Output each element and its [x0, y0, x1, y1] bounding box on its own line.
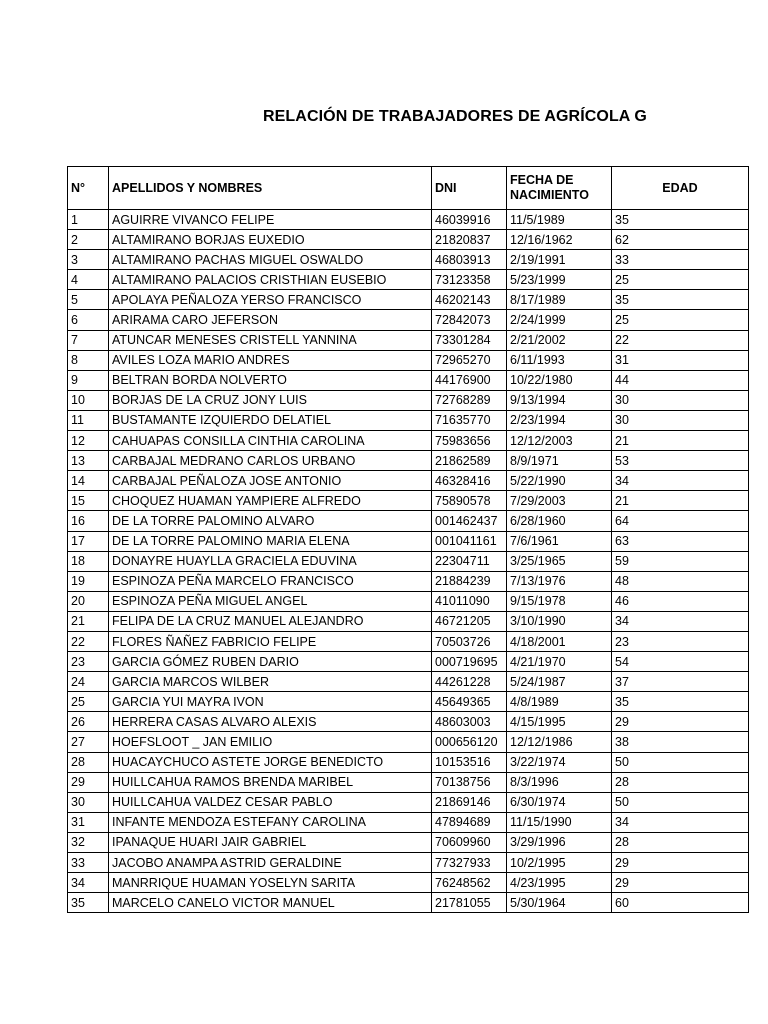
row-number: 1 [68, 210, 109, 230]
age-cell: 54 [612, 652, 749, 672]
header-birth-date: FECHA DE NACIMIENTO [507, 167, 612, 210]
age-cell: 25 [612, 310, 749, 330]
birth-date-cell: 9/15/1978 [507, 591, 612, 611]
row-number: 19 [68, 571, 109, 591]
age-cell: 34 [612, 471, 749, 491]
row-number: 24 [68, 672, 109, 692]
dni-cell: 21869146 [432, 792, 507, 812]
dni-cell: 45649365 [432, 692, 507, 712]
full-name-cell: INFANTE MENDOZA ESTEFANY CAROLINA [109, 812, 432, 832]
row-number: 33 [68, 853, 109, 873]
workers-table [67, 166, 749, 913]
dni-cell: 48603003 [432, 712, 507, 732]
birth-date-cell: 4/21/1970 [507, 652, 612, 672]
birth-date-cell: 4/8/1989 [507, 692, 612, 712]
row-number: 32 [68, 832, 109, 852]
birth-date-cell: 3/10/1990 [507, 611, 612, 631]
birth-date-cell: 11/5/1989 [507, 210, 612, 230]
table-row [68, 390, 749, 410]
table-row [68, 370, 749, 390]
birth-date-cell: 12/16/1962 [507, 230, 612, 250]
row-number: 21 [68, 611, 109, 631]
age-cell: 46 [612, 591, 749, 611]
full-name-cell: DE LA TORRE PALOMINO MARIA ELENA [109, 531, 432, 551]
header-full-name: APELLIDOS Y NOMBRES [109, 167, 432, 210]
age-cell: 29 [612, 853, 749, 873]
table-row [68, 631, 749, 651]
age-cell: 44 [612, 370, 749, 390]
birth-date-cell: 12/12/2003 [507, 431, 612, 451]
full-name-cell: HUILLCAHUA VALDEZ CESAR PABLO [109, 792, 432, 812]
table-row [68, 893, 749, 913]
row-number: 13 [68, 451, 109, 471]
full-name-cell: ATUNCAR MENESES CRISTELL YANNINA [109, 330, 432, 350]
age-cell: 29 [612, 873, 749, 893]
document-title: RELACIÓN DE TRABAJADORES DE AGRÍCOLA G [263, 108, 647, 125]
full-name-cell: MANRRIQUE HUAMAN YOSELYN SARITA [109, 873, 432, 893]
row-number: 22 [68, 631, 109, 651]
age-cell: 30 [612, 410, 749, 430]
full-name-cell: ESPINOZA PEÑA MARCELO FRANCISCO [109, 571, 432, 591]
table-row [68, 230, 749, 250]
dni-cell: 46202143 [432, 290, 507, 310]
birth-date-cell: 7/29/2003 [507, 491, 612, 511]
birth-date-cell: 4/18/2001 [507, 631, 612, 651]
birth-date-cell: 3/29/1996 [507, 832, 612, 852]
row-number: 29 [68, 772, 109, 792]
table-row [68, 873, 749, 893]
age-cell: 50 [612, 752, 749, 772]
age-cell: 59 [612, 551, 749, 571]
table-row [68, 732, 749, 752]
table-row [68, 290, 749, 310]
row-number: 3 [68, 250, 109, 270]
dni-cell: 22304711 [432, 551, 507, 571]
row-number: 7 [68, 330, 109, 350]
birth-date-cell: 2/24/1999 [507, 310, 612, 330]
birth-date-cell: 2/23/1994 [507, 410, 612, 430]
table-row [68, 832, 749, 852]
dni-cell: 70503726 [432, 631, 507, 651]
birth-date-cell: 9/13/1994 [507, 390, 612, 410]
row-number: 28 [68, 752, 109, 772]
dni-cell: 46721205 [432, 611, 507, 631]
row-number: 12 [68, 431, 109, 451]
dni-cell: 10153516 [432, 752, 507, 772]
row-number: 16 [68, 511, 109, 531]
row-number: 30 [68, 792, 109, 812]
dni-cell: 001462437 [432, 511, 507, 531]
full-name-cell: ALTAMIRANO PALACIOS CRISTHIAN EUSEBIO [109, 270, 432, 290]
age-cell: 53 [612, 451, 749, 471]
table-row [68, 812, 749, 832]
dni-cell: 44261228 [432, 672, 507, 692]
birth-date-cell: 6/11/1993 [507, 350, 612, 370]
table-row [68, 752, 749, 772]
dni-cell: 44176900 [432, 370, 507, 390]
full-name-cell: GARCIA YUI MAYRA IVON [109, 692, 432, 712]
table-row [68, 712, 749, 732]
age-cell: 60 [612, 893, 749, 913]
header-number: N° [68, 167, 109, 210]
row-number: 10 [68, 390, 109, 410]
full-name-cell: APOLAYA PEÑALOZA YERSO FRANCISCO [109, 290, 432, 310]
table-row [68, 551, 749, 571]
age-cell: 38 [612, 732, 749, 752]
full-name-cell: BELTRAN BORDA NOLVERTO [109, 370, 432, 390]
age-cell: 28 [612, 832, 749, 852]
birth-date-cell: 3/22/1974 [507, 752, 612, 772]
table-row [68, 531, 749, 551]
birth-date-cell: 5/23/1999 [507, 270, 612, 290]
row-number: 31 [68, 812, 109, 832]
birth-date-cell: 4/23/1995 [507, 873, 612, 893]
dni-cell: 21820837 [432, 230, 507, 250]
age-cell: 34 [612, 812, 749, 832]
dni-cell: 71635770 [432, 410, 507, 430]
table-row [68, 591, 749, 611]
row-number: 8 [68, 350, 109, 370]
dni-cell: 77327933 [432, 853, 507, 873]
birth-date-cell: 8/17/1989 [507, 290, 612, 310]
table-row [68, 491, 749, 511]
full-name-cell: GARCIA MARCOS WILBER [109, 672, 432, 692]
birth-date-cell: 6/28/1960 [507, 511, 612, 531]
row-number: 26 [68, 712, 109, 732]
row-number: 23 [68, 652, 109, 672]
row-number: 2 [68, 230, 109, 250]
row-number: 34 [68, 873, 109, 893]
table-row [68, 611, 749, 631]
table-row [68, 571, 749, 591]
full-name-cell: CHOQUEZ HUAMAN YAMPIERE ALFREDO [109, 491, 432, 511]
table-row [68, 310, 749, 330]
table-row [68, 350, 749, 370]
table-row [68, 210, 749, 230]
age-cell: 62 [612, 230, 749, 250]
table-row [68, 270, 749, 290]
full-name-cell: CARBAJAL MEDRANO CARLOS URBANO [109, 451, 432, 471]
row-number: 6 [68, 310, 109, 330]
dni-cell: 72842073 [432, 310, 507, 330]
row-number: 20 [68, 591, 109, 611]
birth-date-cell: 5/24/1987 [507, 672, 612, 692]
full-name-cell: CAHUAPAS CONSILLA CINTHIA CAROLINA [109, 431, 432, 451]
row-number: 11 [68, 410, 109, 430]
birth-date-cell: 4/15/1995 [507, 712, 612, 732]
dni-cell: 73123358 [432, 270, 507, 290]
full-name-cell: ALTAMIRANO PACHAS MIGUEL OSWALDO [109, 250, 432, 270]
table-row [68, 672, 749, 692]
table-header-row [68, 167, 749, 210]
dni-cell: 70609960 [432, 832, 507, 852]
birth-date-cell: 12/12/1986 [507, 732, 612, 752]
full-name-cell: AVILES LOZA MARIO ANDRES [109, 350, 432, 370]
age-cell: 35 [612, 692, 749, 712]
row-number: 18 [68, 551, 109, 571]
full-name-cell: HUACAYCHUCO ASTETE JORGE BENEDICTO [109, 752, 432, 772]
age-cell: 63 [612, 531, 749, 551]
full-name-cell: AGUIRRE VIVANCO FELIPE [109, 210, 432, 230]
age-cell: 64 [612, 511, 749, 531]
dni-cell: 70138756 [432, 772, 507, 792]
table-row [68, 692, 749, 712]
birth-date-cell: 7/6/1961 [507, 531, 612, 551]
birth-date-cell: 2/21/2002 [507, 330, 612, 350]
age-cell: 31 [612, 350, 749, 370]
birth-date-cell: 7/13/1976 [507, 571, 612, 591]
birth-date-cell: 2/19/1991 [507, 250, 612, 270]
full-name-cell: HERRERA CASAS ALVARO ALEXIS [109, 712, 432, 732]
birth-date-cell: 10/22/1980 [507, 370, 612, 390]
dni-cell: 46039916 [432, 210, 507, 230]
dni-cell: 75983656 [432, 431, 507, 451]
table-row [68, 250, 749, 270]
table-row [68, 511, 749, 531]
table-row [68, 652, 749, 672]
age-cell: 34 [612, 611, 749, 631]
full-name-cell: DONAYRE HUAYLLA GRACIELA EDUVINA [109, 551, 432, 571]
dni-cell: 21862589 [432, 451, 507, 471]
age-cell: 21 [612, 491, 749, 511]
dni-cell: 76248562 [432, 873, 507, 893]
full-name-cell: ESPINOZA PEÑA MIGUEL ANGEL [109, 591, 432, 611]
birth-date-cell: 8/9/1971 [507, 451, 612, 471]
dni-cell: 73301284 [432, 330, 507, 350]
row-number: 35 [68, 893, 109, 913]
table-row [68, 410, 749, 430]
table-row [68, 853, 749, 873]
table-row [68, 471, 749, 491]
birth-date-cell: 3/25/1965 [507, 551, 612, 571]
dni-cell: 46803913 [432, 250, 507, 270]
age-cell: 48 [612, 571, 749, 591]
full-name-cell: IPANAQUE HUARI JAIR GABRIEL [109, 832, 432, 852]
full-name-cell: DE LA TORRE PALOMINO ALVARO [109, 511, 432, 531]
table-row [68, 772, 749, 792]
header-age: EDAD [612, 167, 749, 210]
full-name-cell: MARCELO CANELO VICTOR MANUEL [109, 893, 432, 913]
age-cell: 28 [612, 772, 749, 792]
full-name-cell: GARCIA GÓMEZ RUBEN DARIO [109, 652, 432, 672]
age-cell: 33 [612, 250, 749, 270]
header-dni: DNI [432, 167, 507, 210]
age-cell: 30 [612, 390, 749, 410]
full-name-cell: BUSTAMANTE IZQUIERDO DELATIEL [109, 410, 432, 430]
age-cell: 37 [612, 672, 749, 692]
dni-cell: 001041161 [432, 531, 507, 551]
full-name-cell: HOEFSLOOT _ JAN EMILIO [109, 732, 432, 752]
row-number: 15 [68, 491, 109, 511]
dni-cell: 21884239 [432, 571, 507, 591]
full-name-cell: BORJAS DE LA CRUZ JONY LUIS [109, 390, 432, 410]
dni-cell: 47894689 [432, 812, 507, 832]
birth-date-cell: 11/15/1990 [507, 812, 612, 832]
full-name-cell: FLORES ÑAÑEZ FABRICIO FELIPE [109, 631, 432, 651]
birth-date-cell: 5/22/1990 [507, 471, 612, 491]
dni-cell: 72768289 [432, 390, 507, 410]
row-number: 9 [68, 370, 109, 390]
age-cell: 22 [612, 330, 749, 350]
age-cell: 25 [612, 270, 749, 290]
dni-cell: 72965270 [432, 350, 507, 370]
table-row [68, 451, 749, 471]
dni-cell: 000719695 [432, 652, 507, 672]
table-row [68, 431, 749, 451]
age-cell: 21 [612, 431, 749, 451]
row-number: 4 [68, 270, 109, 290]
birth-date-cell: 5/30/1964 [507, 893, 612, 913]
age-cell: 23 [612, 631, 749, 651]
table-row [68, 792, 749, 812]
birth-date-cell: 10/2/1995 [507, 853, 612, 873]
table-row [68, 330, 749, 350]
dni-cell: 46328416 [432, 471, 507, 491]
full-name-cell: CARBAJAL PEÑALOZA JOSE ANTONIO [109, 471, 432, 491]
full-name-cell: ALTAMIRANO BORJAS EUXEDIO [109, 230, 432, 250]
age-cell: 29 [612, 712, 749, 732]
birth-date-cell: 8/3/1996 [507, 772, 612, 792]
row-number: 17 [68, 531, 109, 551]
dni-cell: 75890578 [432, 491, 507, 511]
age-cell: 35 [612, 290, 749, 310]
row-number: 5 [68, 290, 109, 310]
dni-cell: 21781055 [432, 893, 507, 913]
dni-cell: 41011090 [432, 591, 507, 611]
full-name-cell: JACOBO ANAMPA ASTRID GERALDINE [109, 853, 432, 873]
row-number: 14 [68, 471, 109, 491]
full-name-cell: HUILLCAHUA RAMOS BRENDA MARIBEL [109, 772, 432, 792]
birth-date-cell: 6/30/1974 [507, 792, 612, 812]
dni-cell: 000656120 [432, 732, 507, 752]
age-cell: 35 [612, 210, 749, 230]
row-number: 25 [68, 692, 109, 712]
full-name-cell: FELIPA DE LA CRUZ MANUEL ALEJANDRO [109, 611, 432, 631]
age-cell: 50 [612, 792, 749, 812]
row-number: 27 [68, 732, 109, 752]
full-name-cell: ARIRAMA CARO JEFERSON [109, 310, 432, 330]
